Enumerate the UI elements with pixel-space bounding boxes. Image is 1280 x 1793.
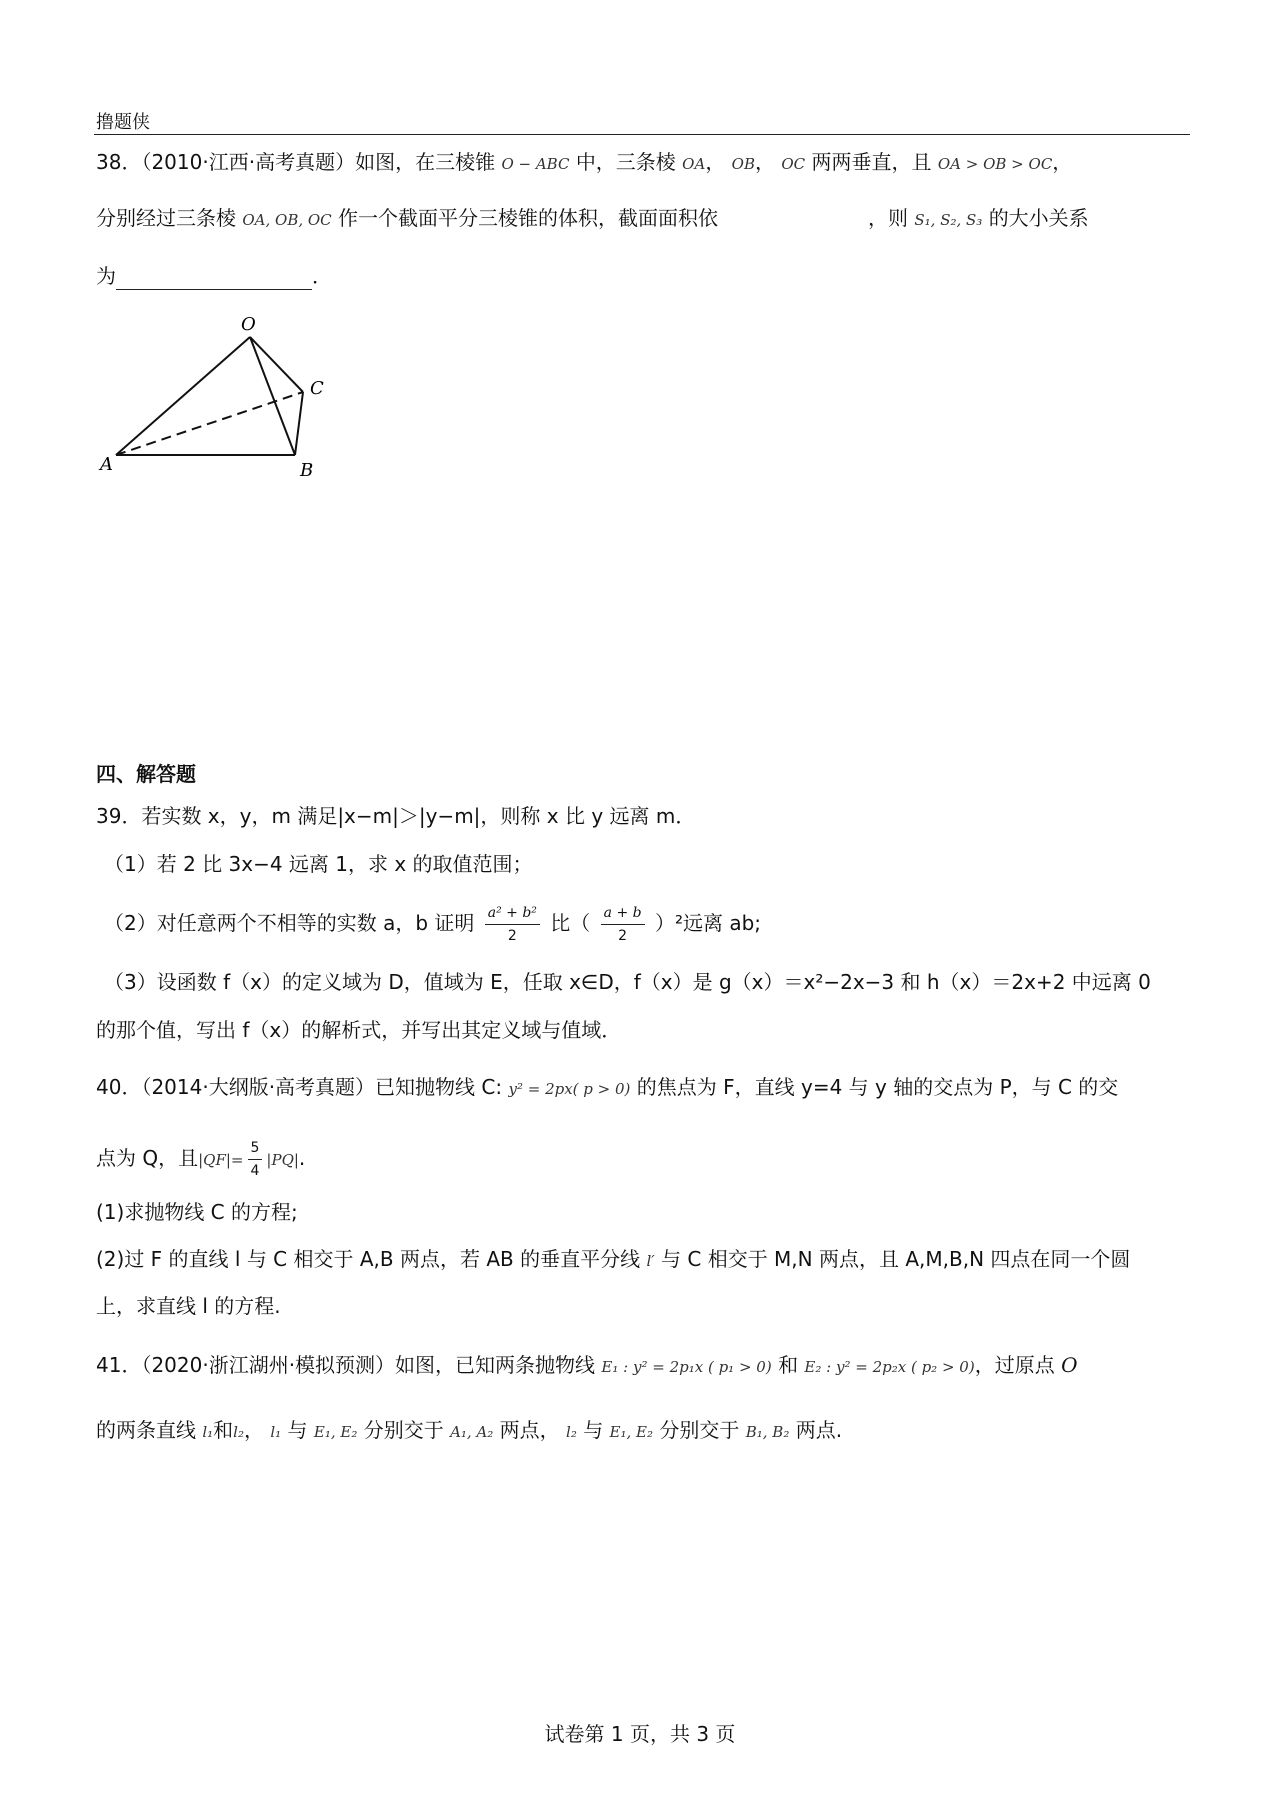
frac-den: 2 xyxy=(618,928,628,944)
edge-oa xyxy=(116,337,250,455)
math-equals: = xyxy=(230,1151,244,1169)
q40-part2 xyxy=(96,1245,1130,1275)
math-origin: O xyxy=(1061,1353,1078,1377)
q41-text: 与 xyxy=(583,1418,604,1442)
answer-blank xyxy=(116,269,312,290)
q41-text: 分别交于 xyxy=(659,1418,740,1442)
q41-text: 分别交于 xyxy=(363,1418,444,1442)
q39-text: 比（ xyxy=(550,911,591,935)
label-b: B xyxy=(300,460,314,480)
header-brand: 撸题侠 xyxy=(96,112,150,133)
q41-text: ， xyxy=(243,1418,264,1442)
q40-text: 40．（2014·大纲版·高考真题）已知抛物线 C: xyxy=(96,1075,503,1099)
q38-line2 xyxy=(96,204,1089,234)
q38-line1 xyxy=(96,148,1072,178)
q38-text: ， xyxy=(755,150,775,174)
q39-part2 xyxy=(104,895,761,951)
header-divider xyxy=(94,134,1190,135)
q40-text: 的焦点为 F，直线 y=4 与 y 轴的交点为 P，与 C 的交 xyxy=(636,1075,1119,1099)
label-o: O xyxy=(241,314,256,335)
math-areas: S₁, S₂, S₃ xyxy=(914,211,983,229)
math-inequality: OA > OB > OC xyxy=(937,155,1053,173)
q38-text: 为 xyxy=(96,264,116,288)
q40-text: 与 C 相交于 M,N 两点，且 A,M,B,N 四点在同一个圆 xyxy=(661,1247,1131,1271)
q38-line3 xyxy=(96,262,332,290)
q41-text: 的两条直线 xyxy=(96,1418,196,1442)
q39-part3: （3）设函数 f（x）的定义域为 D，值域为 E，任取 x∈D，f（x）是 g（x）＝x²−2x−3 和 h（x）＝2x+2 中远离 0 xyxy=(104,970,1151,994)
math-e1: E₁ : y² = 2p₁x ( p₁ > 0) xyxy=(601,1358,772,1376)
math-l2: l₂ xyxy=(233,1423,244,1441)
q38-text: 中，三条棱 xyxy=(575,150,676,174)
math-oa: OA xyxy=(682,155,706,173)
math-parabola: y² = 2px( p > 0) xyxy=(508,1080,631,1098)
q38-text: 分别经过三条棱 xyxy=(96,206,236,230)
q41-text: ，过原点 xyxy=(974,1353,1055,1377)
math-qf: |QF| xyxy=(198,1151,231,1169)
math-b12: B₁, B₂ xyxy=(745,1423,790,1441)
q40-text: . xyxy=(298,1146,306,1170)
q38-text: 的大小关系 xyxy=(988,206,1089,230)
q38-text: ，则 xyxy=(868,206,909,230)
page-footer: 试卷第 1 页，共 3 页 xyxy=(544,1722,736,1746)
frac-num: a + b xyxy=(601,902,645,925)
pyramid-figure xyxy=(96,310,356,480)
q39-part1: （1）若 2 比 3x−4 远离 1，求 x 的取值范围； xyxy=(104,852,533,876)
q39-text: ）²远离 ab; xyxy=(654,911,762,935)
math-lprime: l′ xyxy=(646,1252,655,1270)
q41-line2 xyxy=(96,1416,842,1446)
frac-num: a² + b² xyxy=(485,902,540,925)
fraction-a2b2 xyxy=(485,902,540,947)
q38-source: （2010·江西·高考真题） xyxy=(141,150,356,174)
math-pyramid: O − ABC xyxy=(501,155,570,173)
math-l1: l₁ xyxy=(202,1423,214,1441)
math-l2: l₂ xyxy=(566,1423,577,1441)
q38-text: ， xyxy=(705,150,726,174)
edge-ac-hidden xyxy=(116,392,303,455)
fraction-5-4 xyxy=(248,1137,263,1182)
q39-text: （2）对任意两个不相等的实数 a，b 证明 xyxy=(104,911,475,935)
q41-text: 两点. xyxy=(795,1418,843,1442)
q38-text: 两两垂直，且 xyxy=(811,150,932,174)
q40-text: (2)过 F 的直线 l 与 C 相交于 A,B 两点，若 AB 的垂直平分线 xyxy=(96,1247,641,1271)
q38-text: 作一个截面平分三棱锥的体积，截面面积依 xyxy=(338,206,719,230)
q41-text: 和 xyxy=(778,1353,799,1377)
q40-part1: (1)求抛物线 C 的方程; xyxy=(96,1200,298,1224)
q38-number: 38． xyxy=(96,150,142,174)
q40-text: 点为 Q，且 xyxy=(96,1146,199,1170)
section-title: 四、解答题 xyxy=(96,762,196,786)
q38-text: ， xyxy=(1052,150,1073,174)
edge-bc xyxy=(295,392,303,455)
frac-num: 5 xyxy=(248,1137,263,1160)
q41-text: 两点， xyxy=(499,1418,560,1442)
q41-text: 和 xyxy=(213,1418,234,1442)
q41-text: 41．（2020·浙江湖州·模拟预测）如图，已知两条抛物线 xyxy=(96,1353,596,1377)
q41-text: 与 xyxy=(287,1418,308,1442)
math-oc: OC xyxy=(781,155,806,173)
math-l1: l₁ xyxy=(270,1423,282,1441)
q40-line2 xyxy=(96,1130,305,1186)
math-e2: E₂ : y² = 2p₂x ( p₂ > 0) xyxy=(804,1358,975,1376)
q41-line1 xyxy=(96,1351,1077,1381)
q38-text: ． xyxy=(312,264,332,288)
q39-part3-cont: 的那个值，写出 f（x）的解析式，并写出其定义域与值域． xyxy=(96,1018,622,1042)
fraction-ab xyxy=(601,902,645,947)
math-e12: E₁, E₂ xyxy=(313,1423,358,1441)
q40-part2-cont: 上，求直线 l 的方程. xyxy=(96,1294,281,1318)
math-pq: |PQ| xyxy=(266,1151,299,1169)
edge-oc xyxy=(250,337,303,392)
q40-line1 xyxy=(96,1073,1118,1103)
math-e12: E₁, E₂ xyxy=(609,1423,654,1441)
frac-den: 2 xyxy=(507,928,517,944)
math-a12: A₁, A₂ xyxy=(450,1423,494,1441)
math-ob: OB xyxy=(731,155,755,173)
q38-text: 如图，在三棱锥 xyxy=(355,150,496,174)
q39-stem: 39．若实数 x，y，m 满足|x−m|＞|y−m|，则称 x 比 y 远离 m． xyxy=(96,804,696,828)
frac-den: 4 xyxy=(250,1163,260,1179)
math-edges: OA, OB, OC xyxy=(242,211,332,229)
label-a: A xyxy=(100,454,113,475)
label-c: C xyxy=(310,378,324,399)
